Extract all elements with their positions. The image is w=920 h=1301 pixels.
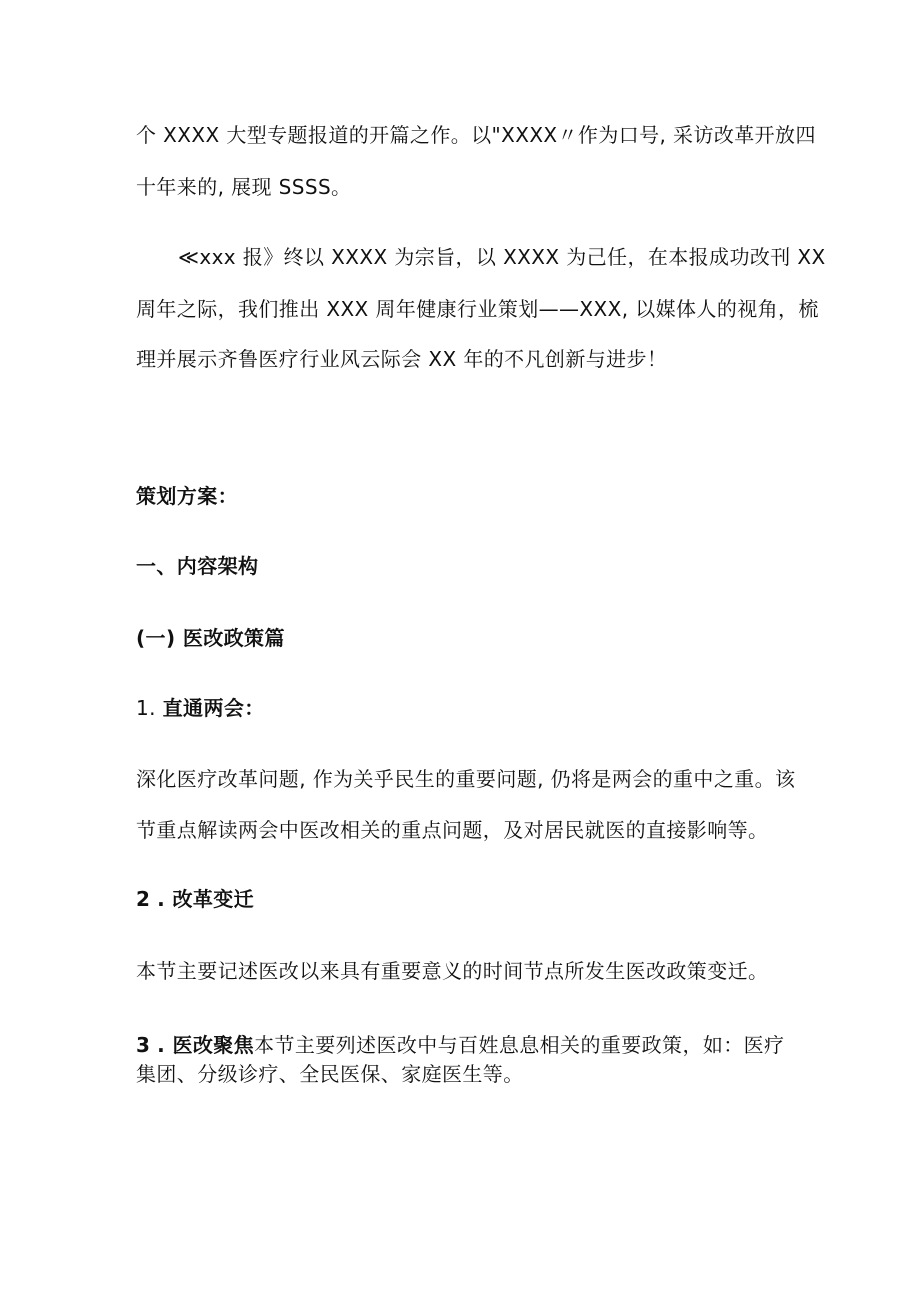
item-2-heading xyxy=(136,885,254,913)
paragraph-1-line-1: 个 XXXX 大型专题报道的开篇之作。以"XXXX〃作为口号, 采访改革开放四 xyxy=(136,123,816,147)
item-1-number: 1. xyxy=(136,696,156,720)
section-heading-content-structure: 一、内容架构 xyxy=(136,554,259,578)
item-3-body-start: 本节主要列述医改中与百姓息息相关的重要政策，如：医疗 xyxy=(254,1033,785,1057)
paragraph-2-line-3: 理并展示齐鲁医疗行业风云际会 XX 年的不凡创新与进步！ xyxy=(136,347,668,371)
item-2-body: 本节主要记述医改以来具有重要意义的时间节点所发生医改政策变迁。 xyxy=(136,959,769,983)
item-1-heading xyxy=(136,694,265,722)
item-3-body-line-2: 集团、分级诊疗、全民医保、家庭医生等。 xyxy=(136,1062,524,1086)
item-2-number: 2 xyxy=(136,887,151,911)
paragraph-2-line-2: 周年之际，我们推出 XXX 周年健康行业策划——XXX, 以媒体人的视角，梳 xyxy=(136,297,819,321)
paragraph-1-line-2: 十年来的, 展现 SSSS。 xyxy=(136,175,352,199)
item-1-body-line-1: 深化医疗改革问题, 作为关乎民生的重要问题, 仍将是两会的重中之重。该 xyxy=(136,767,796,791)
subsection-heading-policy: (一) 医改政策篇 xyxy=(136,626,285,650)
item-3-line-1 xyxy=(136,1031,784,1059)
item-1-body-line-2: 节重点解读两会中医改相关的重点问题，及对居民就医的直接影响等。 xyxy=(136,818,769,842)
plan-heading: 策划方案： xyxy=(136,484,238,508)
paragraph-2-line-1: ≪xxx 报》终以 XXXX 为宗旨，以 XXXX 为己任，在本报成功改刊 XX xyxy=(178,245,826,269)
item-3-title: . 医改聚焦 xyxy=(157,1033,255,1057)
item-1-title: 直通两会： xyxy=(162,696,265,720)
item-3-number: 3 xyxy=(136,1033,151,1057)
item-2-title: . 改革变迁 xyxy=(157,887,255,911)
